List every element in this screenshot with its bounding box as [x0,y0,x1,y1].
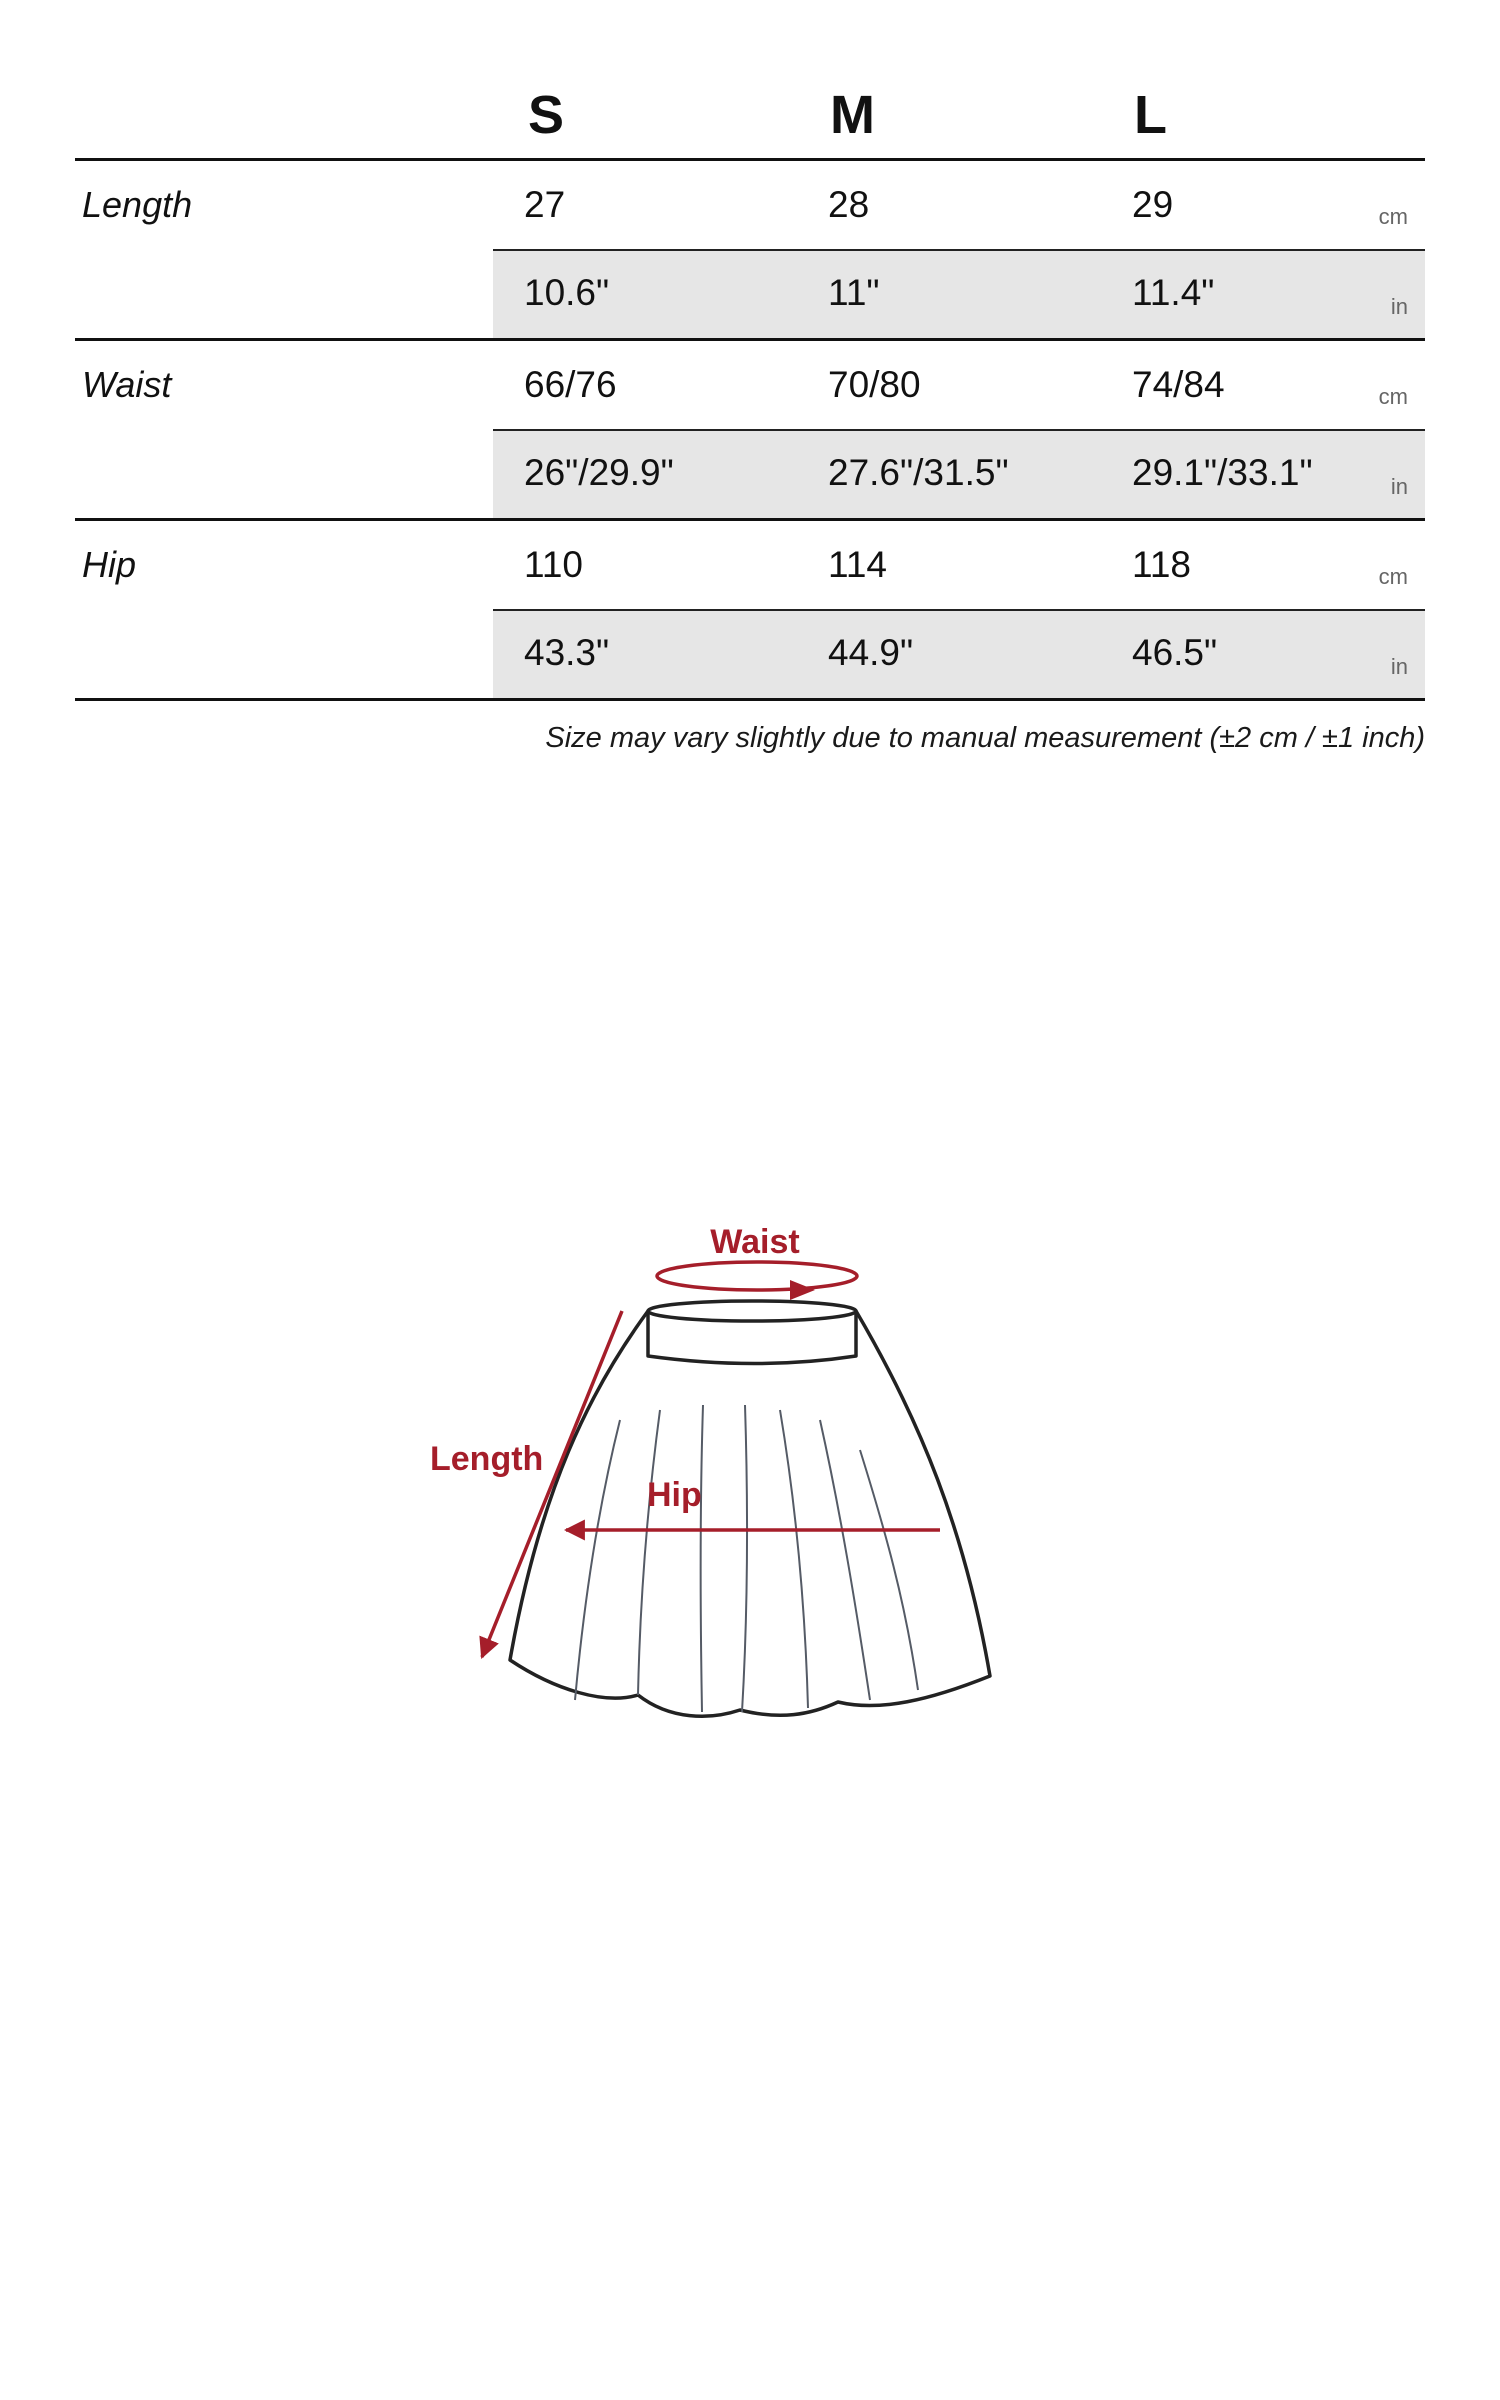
waist-in-m: 27.6"/31.5" [828,452,1009,493]
length-cm-s: 27 [524,184,566,225]
length-in-unit: in [1390,294,1408,319]
header-divider [75,158,1425,161]
skirt-measurement-diagram [0,1180,1500,1780]
row-label-waist: Waist [82,364,172,405]
size-header-l: L [1134,85,1167,145]
hip-cm-m: 114 [828,544,887,585]
waist-measure-loop [657,1262,857,1290]
length-in-m: 11" [828,272,880,313]
hip-cm-s: 110 [524,544,583,585]
hip-row-divider [75,698,1425,701]
skirt-outline [510,1311,990,1716]
waist-cm-s: 66/76 [524,364,617,405]
hip-in-m: 44.9" [828,632,914,673]
hip-inch-row-bg [493,611,1425,699]
waist-label: Waist [710,1223,800,1261]
size-header-m: M [830,85,875,145]
row-label-hip: Hip [82,544,137,585]
hip-in-l: 46.5" [1132,632,1218,673]
waist-in-s: 26"/29.9" [524,452,674,493]
length-cm-l: 29 [1132,184,1174,225]
hip-subrow-divider [493,609,1425,611]
waist-arrow-head [790,1280,815,1300]
hip-cm-l: 118 [1132,544,1191,585]
row-label-length: Length [82,184,193,225]
length-cm-m: 28 [828,184,870,225]
size-header-s: S [528,85,565,145]
size-chart-table [0,0,1500,780]
length-in-l: 11.4" [1132,272,1215,313]
measurement-note: Size may vary slightly due to manual measurement (±2 cm / ±1 inch) [545,722,1425,754]
waist-cm-m: 70/80 [828,364,921,405]
length-inch-row-bg [493,251,1425,339]
length-subrow-divider [493,249,1425,251]
hip-in-s: 43.3" [524,632,610,673]
waist-cm-unit: cm [1378,384,1408,409]
waist-subrow-divider [493,429,1425,431]
length-label: Length [430,1440,544,1478]
waist-cm-l: 74/84 [1132,364,1225,405]
length-in-s: 10.6" [524,272,610,313]
length-row-divider [75,338,1425,341]
waist-in-unit: in [1390,474,1408,499]
hip-label: Hip [647,1476,702,1514]
skirt-waistband-top [648,1301,856,1321]
hip-cm-unit: cm [1378,564,1408,589]
length-cm-unit: cm [1378,204,1408,229]
waist-row-divider [75,518,1425,521]
hip-in-unit: in [1390,654,1408,679]
waist-in-l: 29.1"/33.1" [1132,452,1313,493]
